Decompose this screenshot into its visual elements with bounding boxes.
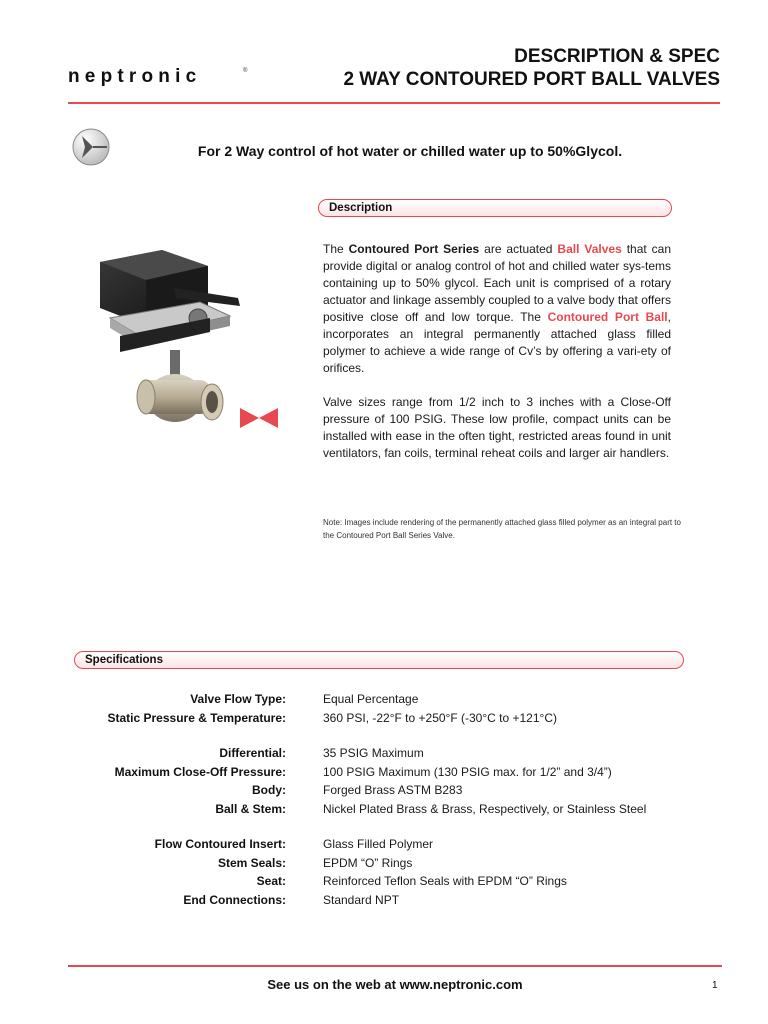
spec-label: Maximum Close-Off Pressure: [114,764,286,779]
spec-value: Standard NPT [323,892,400,907]
two-way-valve-symbol-icon [240,407,278,429]
spec-value: 360 PSI, -22°F to +250°F (-30°C to +121°C) [323,710,557,725]
spec-label: Differential: [219,746,286,761]
description-paragraph-1 [323,241,671,377]
spec-row [60,690,740,709]
intro-statement: For 2 Way control of hot water or chilled water up to 50%Glycol. [197,143,623,159]
highlight-contoured-port-ball: Contoured Port Ball [547,310,668,324]
spec-row [60,835,740,854]
spec-value: 100 PSIG Maximum (130 PSIG max. for 1/2” and 3/4”) [323,764,612,779]
spec-row [60,744,740,763]
spec-row [60,800,740,819]
brand-logo: neptronic [68,66,202,87]
spec-label: Stem Seals: [217,855,286,870]
spec-label: Flow Contoured Insert: [154,837,286,852]
spec-row [60,763,740,782]
spec-group-flow [60,690,740,727]
document-title-line1: DESCRIPTION & SPEC [514,46,720,67]
spec-value: Nickel Plated Brass & Brass, Respectively, or Stainless Steel [323,801,647,816]
spec-row [60,781,740,800]
text-run: that can provide digital or analog control of hot and chilled water sys-tems containing up to 50% glycol. Each unit is comprised of a rotary actuator and linkage assembly coupled to a valve body that offers positive close off and low torque. The [323,242,671,324]
description-paragraph-2: Valve sizes range from 1/2 inch to 3 inches with a Close-Off pressure of 100 PSIG. These low profile, compact units can be installed with ease in the often tight, restricted areas found in unit ventilators, fan coils, terminal reheat coils and larger air handlers. [323,395,671,460]
page-number: 1 [712,980,718,991]
spec-value: Glass Filled Polymer [323,837,434,852]
image-note: Note: Images include rendering of the permanently attached glass filled polymer as an integral part to the Contoured Port Ball Series Valve. [323,518,681,540]
text-run: The [323,242,349,256]
spec-value: 35 PSIG Maximum [323,746,424,761]
website-link[interactable]: See us on the web at www.neptronic.com [267,977,523,992]
spec-value: EPDM “O” Rings [323,855,413,870]
spec-label: Valve Flow Type: [190,692,286,707]
header-divider [68,102,720,104]
text-run: are actuated [479,242,558,256]
text-run: , incorporates an integral permanently attached glass filled polymer to achieve a wide range of Cv’s by offering a vari-ety of orifices. [323,310,671,375]
spec-label: End Connections: [183,892,286,907]
spec-row [60,709,740,728]
spec-value: Forged Brass ASTM B283 [323,783,463,798]
description-section-header: Description [318,199,672,217]
spec-value: Reinforced Teflon Seals with EPDM “O” Rings [323,874,567,889]
spec-row [60,872,740,891]
spec-group-materials [60,835,740,909]
spec-group-pressure-body [60,744,740,818]
spec-label: Body: [252,783,286,798]
document-title-line2: 2 WAY CONTOURED PORT BALL VALVES [343,69,720,90]
footer-divider [68,965,722,967]
spec-row [60,854,740,873]
spec-label: Seat: [256,874,286,889]
specifications-section-header: Specifications [74,651,684,669]
spec-label: Static Pressure & Temperature: [107,710,286,725]
valve-type-icon [71,127,111,167]
registered-mark: ® [243,68,248,74]
spec-value: Equal Percentage [323,692,419,707]
highlight-ball-valves: Ball Valves [557,242,622,256]
emphasis-series-name: Contoured Port Series [348,242,480,256]
spec-row [60,891,740,910]
spec-label: Ball & Stem: [215,801,286,816]
